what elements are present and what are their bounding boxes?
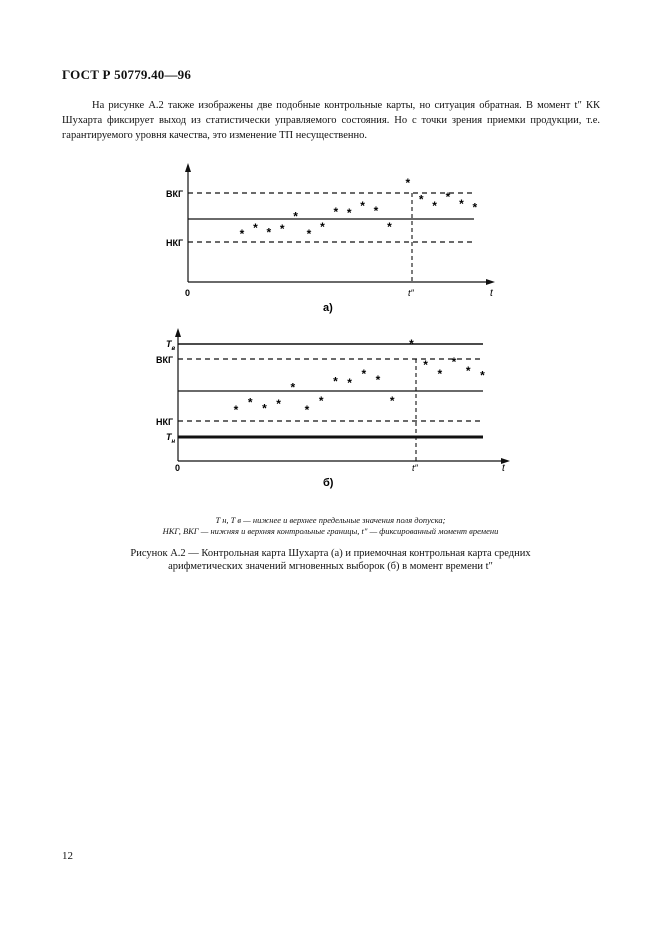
ucl-label: ВКГ <box>166 189 184 199</box>
page-number: 12 <box>62 850 73 862</box>
data-point: * <box>320 219 325 234</box>
data-point: * <box>389 394 395 408</box>
data-point: * <box>409 337 414 351</box>
points-a <box>240 176 478 241</box>
y-axis-arrow <box>185 163 191 172</box>
panel-label: а) <box>323 302 333 314</box>
data-point: * <box>239 226 245 241</box>
body-paragraph: На рисунке А.2 также изображены две подобные контрольные карты, но ситуация обратная. В момент t″ КК Шухарта фиксирует выход из статистически управляемого состояния. Но с точки зрения приемки продукции, т.е. гарантируемого уровня качества, это изменение ТП несущественно. <box>62 100 600 141</box>
data-point: * <box>233 403 239 417</box>
time-axis-label: t <box>502 463 505 474</box>
legend-line-1: T н, T в — нижнее и верхнее предельные значения поля допуска; <box>215 515 446 525</box>
data-point: * <box>333 374 338 389</box>
data-point: * <box>360 199 365 214</box>
t-mark-label: t″ <box>408 288 414 298</box>
data-point: * <box>247 395 253 410</box>
data-point: * <box>459 196 464 211</box>
data-point: * <box>262 401 267 416</box>
data-point: * <box>266 225 272 240</box>
data-point: * <box>253 221 258 236</box>
y-axis-arrow <box>175 328 181 337</box>
data-point: * <box>347 376 352 390</box>
lcl-label: НКГ <box>166 238 184 248</box>
data-point: * <box>375 373 381 387</box>
t-mark-label: t″ <box>412 463 418 473</box>
data-point: * <box>346 206 352 221</box>
data-point: * <box>432 199 437 214</box>
origin-label: 0 <box>175 463 181 473</box>
data-point: * <box>480 368 485 383</box>
data-point: * <box>306 226 312 241</box>
document-header: ГОСТ Р 50779.40—96 <box>62 67 192 82</box>
data-point: * <box>472 200 478 215</box>
data-point: * <box>405 176 411 191</box>
lcl-label: НКГ <box>156 417 174 427</box>
data-point: * <box>437 367 443 381</box>
data-point: * <box>387 219 392 234</box>
tn-label: $T_н$ <box>166 432 176 445</box>
chart-a <box>150 160 510 320</box>
origin-label: 0 <box>185 288 191 298</box>
points-b <box>234 337 485 417</box>
panel-label: б) <box>323 477 334 489</box>
figure-caption-line-2: арифметических значений мгновенных выборок (б) в момент времени t″ <box>168 561 493 572</box>
legend-line-2: НКГ, ВКГ — нижняя и верхняя контрольные границы, t″ — фиксированный момент времени <box>162 526 499 536</box>
data-point: * <box>293 209 298 224</box>
data-point: * <box>333 204 339 219</box>
chart-b <box>150 325 520 495</box>
x-axis-arrow <box>486 279 495 285</box>
data-point: * <box>423 358 428 372</box>
data-point: * <box>373 203 379 218</box>
data-point: * <box>279 222 285 237</box>
data-point: * <box>451 355 457 369</box>
time-axis-label: t <box>490 288 493 299</box>
data-point: * <box>276 397 281 411</box>
data-point: * <box>418 192 424 207</box>
tv-label: $T_в$ <box>166 339 176 352</box>
data-point: * <box>361 367 367 381</box>
data-point: * <box>445 190 451 204</box>
ucl-label: ВКГ <box>156 355 174 365</box>
data-point: * <box>318 394 324 408</box>
data-point: * <box>304 403 310 417</box>
data-point: * <box>465 364 471 378</box>
figure-caption-line-1: Рисунок А.2 — Контрольная карта Шухарта (а) и приемочная контрольная карта средних <box>130 548 531 559</box>
data-point: * <box>290 380 296 395</box>
